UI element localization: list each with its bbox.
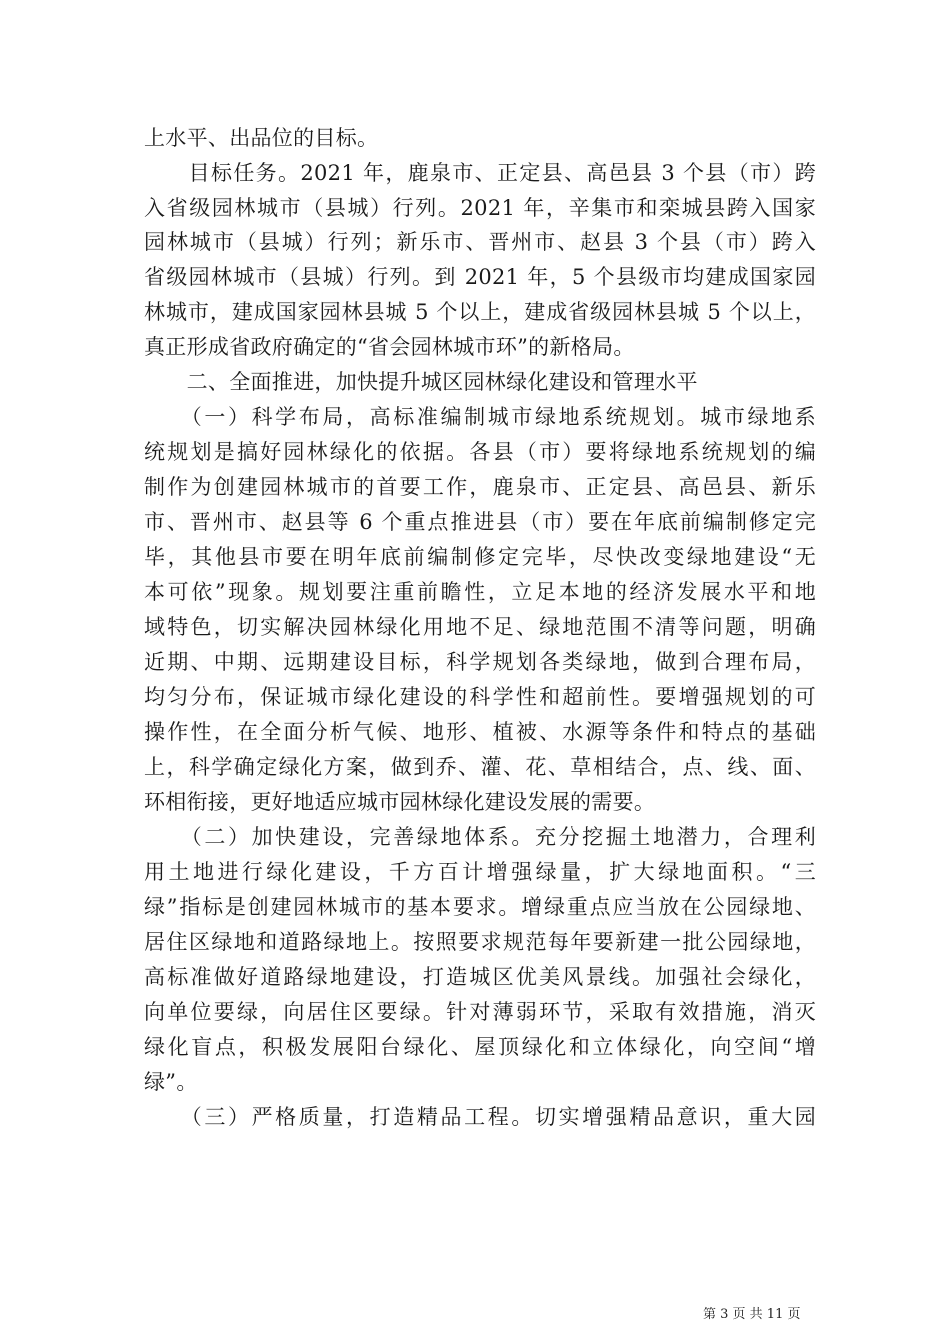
text-line: 绿”指标是创建园林城市的基本要求。增绿重点应当放在公园绿地、 (144, 895, 816, 919)
page-number-footer: 第 3 页 共 11 页 (703, 1307, 801, 1322)
text-line: 制作为创建园林城市的首要工作，鹿泉市、正定县、高邑县、新乐 (144, 475, 816, 499)
section-heading: 二、全面推进，加快提升城区园林绿化建设和管理水平 (144, 370, 698, 394)
text-line: 上水平、出品位的目标。 (144, 126, 379, 150)
text-line: （一）科学布局，高标准编制城市绿地系统规划。城市绿地系 (144, 405, 816, 429)
text-line: 近期、中期、远期建设目标，科学规划各类绿地，做到合理布局， (144, 650, 816, 674)
text-line: 入省级园林城市（县城）行列。2021 年，辛集市和栾城县跨入国家 (144, 196, 816, 220)
text-line: 环相衔接，更好地适应城市园林绿化建设发展的需要。 (144, 790, 656, 814)
text-line: 省级园林城市（县城）行列。到 2021 年，5 个县级市均建成国家园 (144, 265, 816, 289)
text-line: 操作性，在全面分析气候、地形、植被、水源等条件和特点的基础 (144, 720, 816, 744)
text-line: 域特色，切实解决园林绿化用地不足、绿地范围不清等问题，明确 (144, 615, 816, 639)
text-line: 统规划是搞好园林绿化的依据。各县（市）要将绿地系统规划的编 (144, 440, 816, 464)
text-line: 上，科学确定绿化方案，做到乔、灌、花、草相结合，点、线、面、 (144, 755, 816, 779)
text-line: 用土地进行绿化建设，千方百计增强绿量，扩大绿地面积。“三 (144, 860, 816, 884)
text-line: 林城市，建成国家园林县城 5 个以上，建成省级园林县城 5 个以上， (144, 300, 816, 324)
text-line: 均匀分布，保证城市绿化建设的科学性和超前性。要增强规划的可 (144, 685, 816, 709)
text-line: 目标任务。2021 年，鹿泉市、正定县、高邑县 3 个县（市）跨 (144, 161, 816, 185)
text-line: （三）严格质量，打造精品工程。切实增强精品意识，重大园 (144, 1105, 816, 1129)
text-line: （二）加快建设，完善绿地体系。充分挖掘土地潜力，合理利 (144, 825, 816, 849)
text-line: 绿化盲点，积极发展阳台绿化、屋顶绿化和立体绿化，向空间“增 (144, 1035, 816, 1059)
text-line: 毕，其他县市要在明年底前编制修定完毕，尽快改变绿地建设“无 (144, 545, 816, 569)
text-line: 居住区绿地和道路绿地上。按照要求规范每年要新建一批公园绿地， (144, 930, 816, 954)
text-line: 高标准做好道路绿地建设，打造城区优美风景线。加强社会绿化， (144, 965, 816, 989)
text-line: 本可依”现象。规划要注重前瞻性，立足本地的经济发展水平和地 (144, 580, 816, 604)
text-line: 市、晋州市、赵县等 6 个重点推进县（市）要在年底前编制修定完 (144, 510, 816, 534)
text-line: 绿”。 (144, 1070, 198, 1094)
text-line: 园林城市（县城）行列；新乐市、晋州市、赵县 3 个县（市）跨入 (144, 230, 816, 254)
text-line: 真正形成省政府确定的“省会园林城市环”的新格局。 (144, 335, 635, 359)
text-line: 向单位要绿，向居住区要绿。针对薄弱环节，采取有效措施，消灭 (144, 1000, 816, 1024)
